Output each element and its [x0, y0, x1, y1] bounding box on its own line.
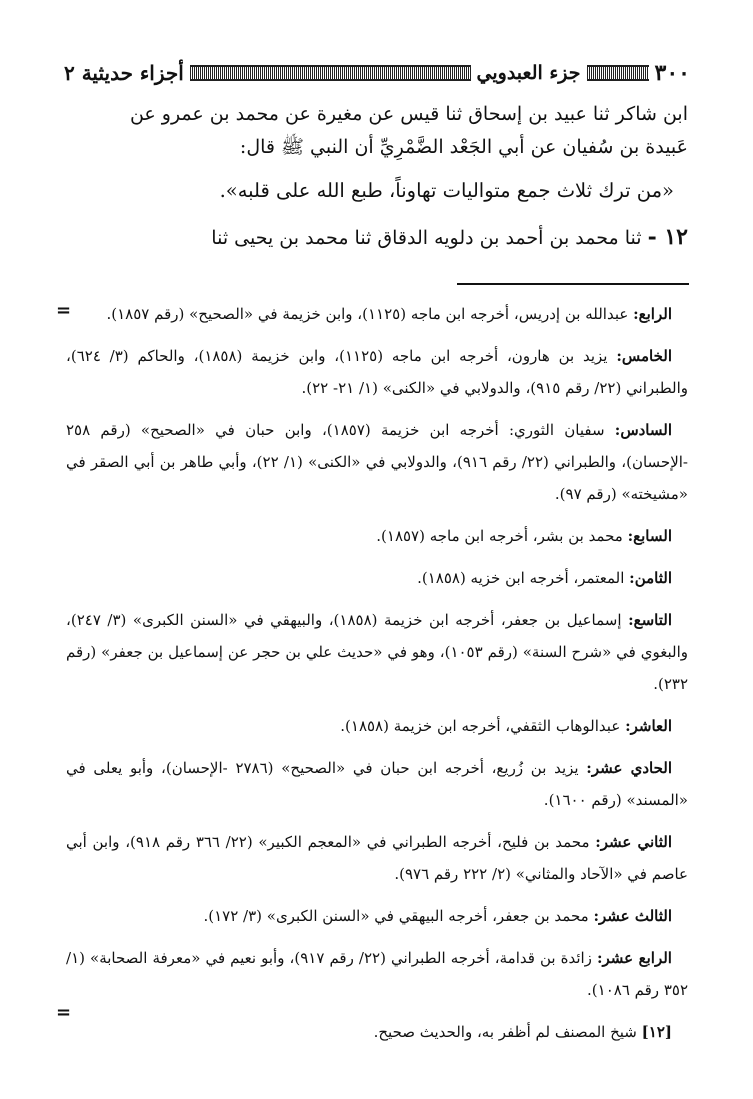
- footnote-item: الثاني عشر: محمد بن فليح، أخرجه الطبراني في «المعجم الكبير» (٢٢/ ٣٦٦ رقم ٩١٨)، وابن أبي عاصم في «الآحاد والمثاني» (٢/ ٢٢٢ رقم ٩٧٦).: [66, 833, 688, 883]
- book-title: جزء العبدويي: [476, 62, 581, 84]
- isnad-line-1: ابن شاكر ثنا عبيد بن إسحاق ثنا قيس عن مغيرة عن محمد بن عمرو عن: [129, 103, 688, 125]
- footnote-item: العاشر: عبدالوهاب الثقفي، أخرجه ابن خزيمة (١٨٥٨).: [340, 717, 672, 735]
- page-number: ٣٠٠: [654, 60, 690, 86]
- footnote-item: الثالث عشر: محمد بن جعفر، أخرجه البيهقي في «السنن الكبرى» (٣/ ١٧٢).: [203, 907, 672, 925]
- continuation-mark-bottom: =: [56, 1002, 72, 1023]
- hadith-number: ١٢ -: [647, 224, 688, 250]
- footnote-item: السادس: سفيان الثوري: أخرجه ابن خزيمة (١٨٥٧)، وابن حبان في «الصحيح» (رقم ٢٥٨ -الإحسان)، والطبراني (٢٢/ رقم ٩١٦)، والدولابي في «الكنى» (١/ ٢٢)، وأبي طاهر بن أبي الصقر في «مشيخته» (رقم ٩٧).: [66, 421, 688, 503]
- footnotes: [66, 298, 688, 1058]
- isnad-line-2: عَبيدة بن سُفيان عن أبي الجَعْد الضَّمْرِيِّ أن النبي ﷺ قال:: [239, 136, 688, 158]
- footnote-item: التاسع: إسماعيل بن جعفر، أخرجه ابن خزيمة (١٨٥٨)، والبيهقي في «السنن الكبرى» (٣/ ٢٤٧)، والبغوي في «شرح السنة» (رقم ١٠٥٣)، وهو في «حديث علي بن حجر عن إسماعيل بن جعفر» (رقم ٢٣٢).: [66, 611, 688, 693]
- hadith-text: «من ترك ثلاث جمع متواليات تهاوناً، طبع الله على قلبه».: [219, 179, 674, 202]
- continuation-mark-top: =: [56, 300, 72, 321]
- main-text: [66, 98, 688, 255]
- next-hadith-text: ثنا محمد بن أحمد بن دلويه الدقاق ثنا محمد بن يحيى ثنا: [211, 227, 642, 249]
- closing-note: [١٢] شيخ المصنف لم أظفر به، والحديث صحيح.: [373, 1023, 672, 1041]
- header-ornament-band: [587, 65, 649, 81]
- footnote-item: السابع: محمد بن بشر، أخرجه ابن ماجه (١٨٥٧).: [376, 527, 672, 545]
- footnote-item: الرابع: عبدالله بن إدريس، أخرجه ابن ماجه (١١٢٥)، وابن خزيمة في «الصحيح» (رقم ١٨٥٧).: [106, 305, 672, 323]
- footnote-number: [١٢]: [641, 1023, 672, 1041]
- footnote-item: الخامس: يزيد بن هارون، أخرجه ابن ماجه (١١٢٥)، وابن خزيمة (١٨٥٨)، والحاكم (٣/ ٦٢٤)، والطبراني (٢٢/ رقم ٩١٥)، والدولابي في «الكنى» (١/ ٢١- ٢٢).: [66, 347, 688, 397]
- page-header: [64, 56, 690, 90]
- header-ornament-band: [190, 65, 471, 81]
- footnote-item: الثامن: المعتمر، أخرجه ابن خزيه (١٨٥٨).: [417, 569, 672, 587]
- footnote-item: الحادي عشر: يزيد بن زُريع، أخرجه ابن حبان في «الصحيح» (٢٧٨٦ -الإحسان)، وأبو يعلى في «المسند» (رقم ١٦٠٠).: [66, 759, 688, 809]
- series-title: أجزاء حديثية ٢: [64, 61, 184, 85]
- next-hadith-line: [66, 221, 688, 255]
- footnote-separator: [457, 283, 689, 285]
- footnote-item: الرابع عشر: زائدة بن قدامة، أخرجه الطبراني (٢٢/ رقم ٩١٧)، وأبو نعيم في «معرفة الصحابة» (١/ ٣٥٢ رقم ١٠٨٦).: [66, 949, 688, 999]
